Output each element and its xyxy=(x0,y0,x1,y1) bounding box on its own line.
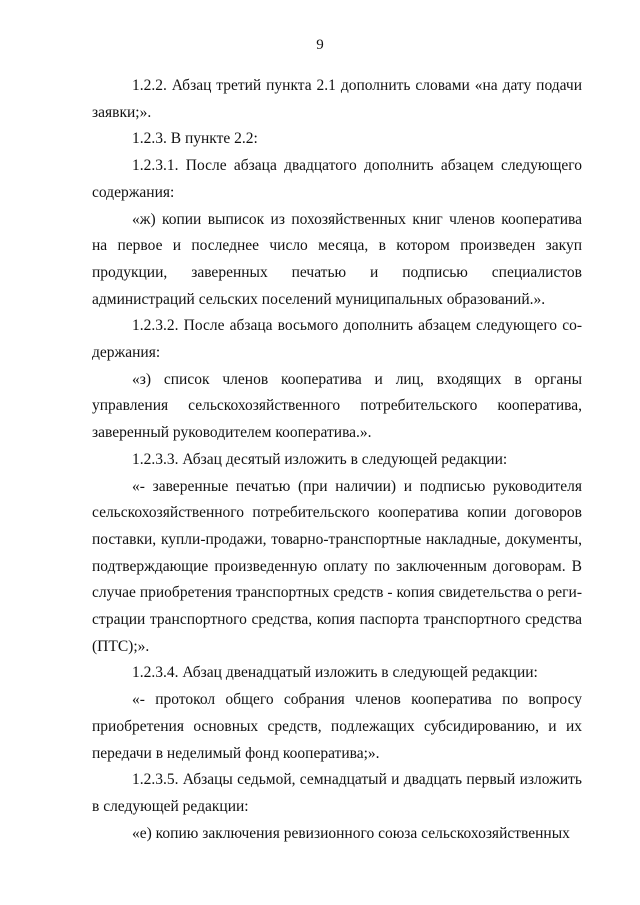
page-number: 9 xyxy=(316,37,324,53)
paragraph-1-2-3-2: 1.2.3.2. После абзаца восьмого дополнить абзацем следующего содержания: xyxy=(92,317,582,362)
paragraph-1-2-2: 1.2.2. Абзац третий пункта 2.1 дополнить словами «на дату подачи заявки;». xyxy=(92,77,582,121)
paragraph-1-2-3-4: 1.2.3.4. Абзац двенадцатый изложить в следующей редакции: xyxy=(132,664,538,682)
paragraph-quote-z: «з) список членов кооператива и лиц, входящих в органы управления сельскохозяйственного потребительского кооператива, заверенный руководителем кооператива.». xyxy=(92,370,582,442)
paragraph-quote-certified-copies: «- заверенные печатью (при наличии) и подписью руководителя сельскохозяйственного потребительского кооператива копии договоров поставки, купли-продажи, товарно-транспортные накладные, документы, подтверждающие произведенную оплату по заключенным договорам. В случае приобретения транспортных средств - копия свидетельства о регистрации транспортного средства, копия паспорта транспортного средства (ПТС);». xyxy=(92,477,582,655)
paragraph-1-2-3: 1.2.3. В пункте 2.2: xyxy=(132,130,258,148)
paragraph-quote-e: «е) копию заключения ревизионного союза сельскохозяйственных xyxy=(132,824,570,842)
paragraph-1-2-3-1: 1.2.3.1. После абзаца двадцатого дополнить абзацем следующего содержания: xyxy=(92,157,582,201)
document-body xyxy=(92,73,582,847)
paragraph-quote-protocol: «- протокол общего собрания членов кооператива по вопросу приобретения основных средств, подлежащих субсидированию, и их передачи в неделимый фонд кооператива;». xyxy=(92,691,582,762)
paragraph-1-2-3-5: 1.2.3.5. Абзацы седьмой, семнадцатый и двадцать первый изложить в следующей редакции: xyxy=(92,771,582,815)
paragraph-quote-zh: «ж) копии выписок из похозяйственных книг членов кооператива на первое и последнее число месяца, в котором произведен закуп продукции, заверенных печатью и подписью специалистов администраций сельских поселений муниципальных образований.». xyxy=(92,210,582,308)
paragraph-1-2-3-3: 1.2.3.3. Абзац десятый изложить в следующей редакции: xyxy=(132,450,508,468)
